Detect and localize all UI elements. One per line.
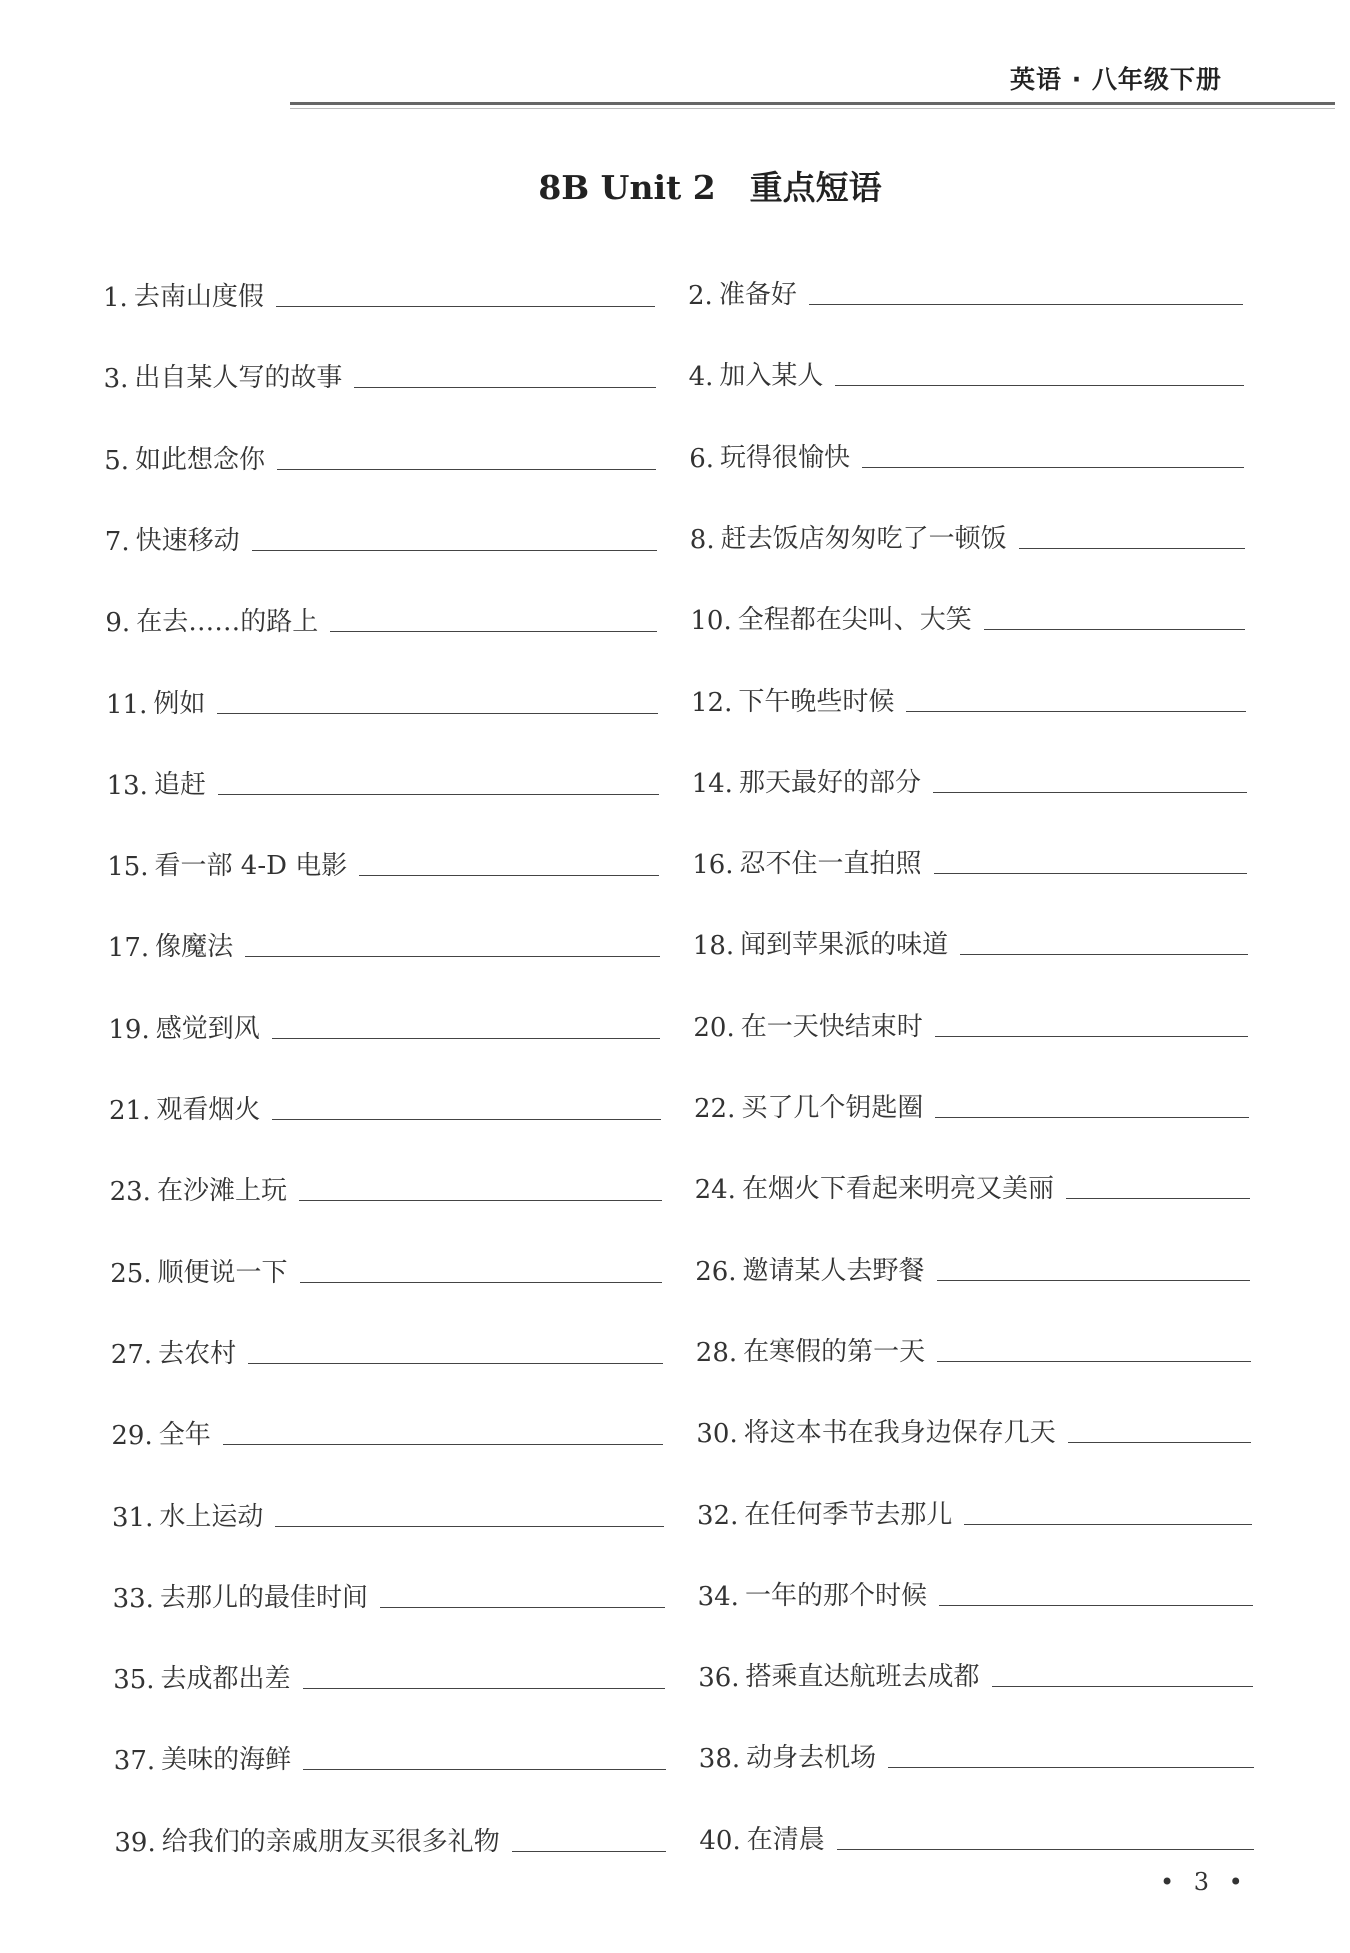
- phrase-text: 在去……的路上: [136, 607, 319, 638]
- phrase-item-2: [688, 271, 1243, 311]
- phrase-number: 28.: [695, 1337, 738, 1368]
- phrase-number: 24.: [694, 1175, 736, 1206]
- phrase-number: 31.: [112, 1502, 154, 1533]
- answer-blank[interactable]: [303, 1687, 666, 1689]
- phrase-text: 出自某人写的故事: [134, 363, 343, 394]
- page-title: [0, 162, 1350, 209]
- page-number: • 3 •: [1160, 1868, 1249, 1896]
- phrase-text: 准备好: [718, 280, 797, 310]
- answer-blank[interactable]: [359, 874, 659, 876]
- phrase-text: 忍不住一直拍照: [739, 849, 922, 880]
- phrase-number: 14.: [691, 768, 733, 799]
- phrase-number: 40.: [699, 1825, 741, 1856]
- phrase-number: 3.: [103, 364, 129, 395]
- answer-blank[interactable]: [272, 1118, 661, 1120]
- page-title-en: 8B Unit 2: [538, 168, 716, 207]
- phrase-text: 看一部 4-D 电影: [154, 851, 348, 882]
- phrase-item-23: [110, 1167, 662, 1207]
- answer-blank[interactable]: [303, 1768, 666, 1770]
- phrase-text: 如此想念你: [135, 444, 266, 475]
- phrase-text: 那天最好的部分: [738, 767, 921, 798]
- answer-blank[interactable]: [835, 384, 1243, 386]
- phrase-item-31: [112, 1493, 664, 1533]
- phrase-text: 全年: [158, 1420, 211, 1451]
- answer-blank[interactable]: [248, 1362, 663, 1364]
- phrase-item-18: [693, 921, 1248, 961]
- phrase-text: 下午晚些时候: [738, 686, 895, 717]
- phrase-item-10: [690, 596, 1245, 636]
- answer-blank[interactable]: [245, 955, 660, 957]
- phrase-item-33: [113, 1574, 665, 1614]
- phrase-text: 快速移动: [135, 525, 240, 556]
- phrase-text: 美味的海鲜: [161, 1745, 292, 1776]
- phrase-item-1: [103, 273, 655, 313]
- answer-blank[interactable]: [935, 1035, 1249, 1037]
- answer-blank[interactable]: [252, 549, 657, 551]
- answer-blank[interactable]: [934, 872, 1248, 874]
- phrase-item-26: [695, 1247, 1250, 1287]
- phrase-item-15: [107, 842, 659, 882]
- phrase-item-37: [114, 1736, 666, 1776]
- phrase-item-27: [111, 1330, 663, 1370]
- phrase-text: 去南山度假: [133, 282, 264, 312]
- phrase-item-5: [104, 436, 656, 476]
- phrase-text: 感觉到风: [155, 1013, 260, 1044]
- phrase-number: 4.: [688, 362, 714, 393]
- phrase-item-25: [110, 1249, 662, 1289]
- answer-blank[interactable]: [380, 1606, 665, 1608]
- phrase-text: 例如: [153, 688, 206, 719]
- phrase-text: 观看烟火: [156, 1095, 261, 1125]
- phrase-item-13: [107, 761, 659, 801]
- answer-blank[interactable]: [992, 1685, 1254, 1687]
- phrase-text: 顺便说一下: [157, 1257, 288, 1288]
- phrase-text: 去农村: [158, 1338, 237, 1369]
- phrase-item-24: [695, 1165, 1250, 1205]
- answer-blank[interactable]: [984, 628, 1246, 630]
- phrase-number: 11.: [106, 689, 148, 720]
- answer-blank[interactable]: [277, 468, 656, 470]
- phrase-item-12: [691, 678, 1246, 718]
- phrase-number: 35.: [113, 1665, 155, 1696]
- phrase-number: 6.: [689, 443, 714, 474]
- answer-blank[interactable]: [933, 791, 1247, 793]
- phrase-number: 17.: [107, 933, 150, 964]
- phrase-number: 12.: [691, 687, 733, 718]
- page-title-cn: 重点短语: [749, 168, 882, 207]
- answer-blank[interactable]: [223, 1443, 664, 1445]
- phrase-number: 19.: [108, 1014, 150, 1045]
- phrase-number: 23.: [109, 1177, 151, 1208]
- phrase-number: 9.: [105, 608, 131, 639]
- answer-blank[interactable]: [275, 1525, 664, 1527]
- answer-blank[interactable]: [906, 710, 1246, 712]
- answer-blank[interactable]: [272, 1037, 661, 1039]
- phrase-item-4: [689, 352, 1244, 392]
- phrase-item-20: [693, 1003, 1248, 1043]
- phrase-number: 22.: [694, 1094, 736, 1124]
- phrase-item-16: [692, 840, 1247, 880]
- phrase-text: 买了几个钥匙圈: [741, 1093, 924, 1123]
- phrase-text: 在烟火下看起来明亮又美丽: [741, 1174, 1054, 1205]
- header-title: 英语 · 八年级下册: [1010, 65, 1222, 94]
- phrase-text: 在寒假的第一天: [743, 1336, 926, 1367]
- phrase-text: 追赶: [153, 769, 206, 800]
- answer-blank[interactable]: [937, 1279, 1251, 1281]
- answer-blank[interactable]: [218, 793, 659, 795]
- phrase-item-28: [696, 1328, 1251, 1368]
- phrase-item-21: [109, 1086, 661, 1126]
- phrase-text: 在一天快结束时: [740, 1011, 923, 1042]
- phrase-number: 21.: [109, 1096, 151, 1126]
- phrase-item-17: [108, 923, 660, 963]
- phrase-item-30: [696, 1409, 1251, 1449]
- phrase-text: 水上运动: [159, 1501, 264, 1532]
- phrase-text: 一年的那个时候: [744, 1580, 927, 1611]
- phrase-number: 25.: [110, 1258, 152, 1289]
- answer-blank[interactable]: [809, 303, 1243, 305]
- answer-blank[interactable]: [937, 1360, 1251, 1362]
- answer-blank[interactable]: [299, 1199, 662, 1201]
- answer-blank[interactable]: [964, 1523, 1252, 1525]
- phrase-item-38: [699, 1734, 1254, 1774]
- phrase-number: 5.: [104, 445, 129, 476]
- phrase-text: 闻到苹果派的味道: [740, 930, 949, 961]
- phrase-item-9: [105, 598, 657, 638]
- phrase-item-34: [698, 1572, 1253, 1612]
- phrase-number: 39.: [114, 1827, 156, 1858]
- phrase-item-6: [689, 434, 1244, 474]
- phrase-number: 13.: [106, 770, 148, 801]
- phrase-item-8: [690, 515, 1245, 555]
- phrase-number: 30.: [696, 1419, 738, 1450]
- answer-blank[interactable]: [512, 1850, 667, 1852]
- phrase-text: 赶去饭店匆匆吃了一顿饭: [720, 523, 1007, 554]
- phrase-number: 32.: [697, 1500, 739, 1531]
- phrase-text: 将这本书在我身边保存几天: [743, 1418, 1056, 1449]
- phrase-number: 37.: [113, 1746, 156, 1777]
- phrase-text: 去成都出差: [160, 1664, 291, 1695]
- answer-blank[interactable]: [330, 630, 657, 632]
- phrase-text: 在沙滩上玩: [156, 1176, 287, 1207]
- phrase-number: 34.: [697, 1581, 739, 1612]
- phrase-text: 像魔法: [155, 932, 234, 963]
- phrase-number: 10.: [690, 606, 732, 637]
- phrase-number: 29.: [111, 1421, 153, 1452]
- answer-blank[interactable]: [276, 305, 655, 307]
- phrase-number: 8.: [689, 524, 715, 555]
- answer-blank[interactable]: [862, 466, 1244, 468]
- phrase-item-40: [699, 1816, 1254, 1856]
- header-divider: [290, 102, 1335, 105]
- phrase-text: 在任何季节去那儿: [744, 1499, 953, 1530]
- phrase-item-29: [111, 1411, 663, 1451]
- phrase-number: 26.: [695, 1256, 737, 1287]
- answer-blank[interactable]: [1019, 547, 1245, 549]
- answer-blank[interactable]: [300, 1281, 663, 1283]
- phrase-item-39: [114, 1818, 666, 1858]
- phrase-number: 16.: [692, 850, 734, 881]
- phrase-item-7: [105, 517, 657, 557]
- answer-blank[interactable]: [1068, 1441, 1252, 1443]
- phrase-text: 在清晨: [746, 1824, 825, 1855]
- phrase-number: 33.: [112, 1583, 154, 1614]
- phrase-text: 去那儿的最佳时间: [159, 1582, 368, 1613]
- answer-blank[interactable]: [960, 953, 1248, 955]
- phrase-number: 1.: [103, 283, 128, 313]
- phrase-text: 全程都在尖叫、大笑: [737, 605, 972, 636]
- answer-blank[interactable]: [217, 712, 658, 714]
- phrase-text: 给我们的亲戚朋友买很多礼物: [161, 1826, 500, 1857]
- phrase-number: 36.: [698, 1663, 740, 1694]
- answer-blank[interactable]: [1066, 1197, 1250, 1199]
- phrase-text: 加入某人: [719, 361, 824, 392]
- phrase-text: 搭乘直达航班去成都: [745, 1662, 980, 1693]
- phrase-item-14: [692, 759, 1247, 799]
- phrase-item-36: [698, 1653, 1253, 1693]
- phrase-text: 邀请某人去野餐: [742, 1255, 925, 1286]
- phrase-number: 2.: [688, 281, 713, 311]
- phrase-number: 38.: [698, 1744, 741, 1775]
- answer-blank[interactable]: [939, 1604, 1253, 1606]
- phrase-text: 动身去机场: [746, 1743, 877, 1774]
- phrase-number: 20.: [693, 1012, 735, 1043]
- phrase-item-3: [104, 354, 656, 394]
- phrase-item-19: [108, 1005, 660, 1045]
- header-divider-thin: [290, 108, 1335, 109]
- answer-blank[interactable]: [935, 1116, 1249, 1118]
- phrase-text: 玩得很愉快: [720, 442, 851, 473]
- phrase-number: 7.: [104, 526, 130, 557]
- phrase-item-22: [694, 1084, 1249, 1124]
- phrase-number: 27.: [110, 1339, 153, 1370]
- phrase-item-11: [106, 680, 658, 720]
- phrase-number: 18.: [692, 931, 735, 962]
- answer-blank[interactable]: [888, 1766, 1254, 1768]
- phrase-number: 15.: [107, 852, 149, 883]
- answer-blank[interactable]: [354, 386, 655, 388]
- phrase-item-35: [113, 1655, 665, 1695]
- answer-blank[interactable]: [837, 1848, 1255, 1850]
- phrase-item-32: [697, 1491, 1252, 1531]
